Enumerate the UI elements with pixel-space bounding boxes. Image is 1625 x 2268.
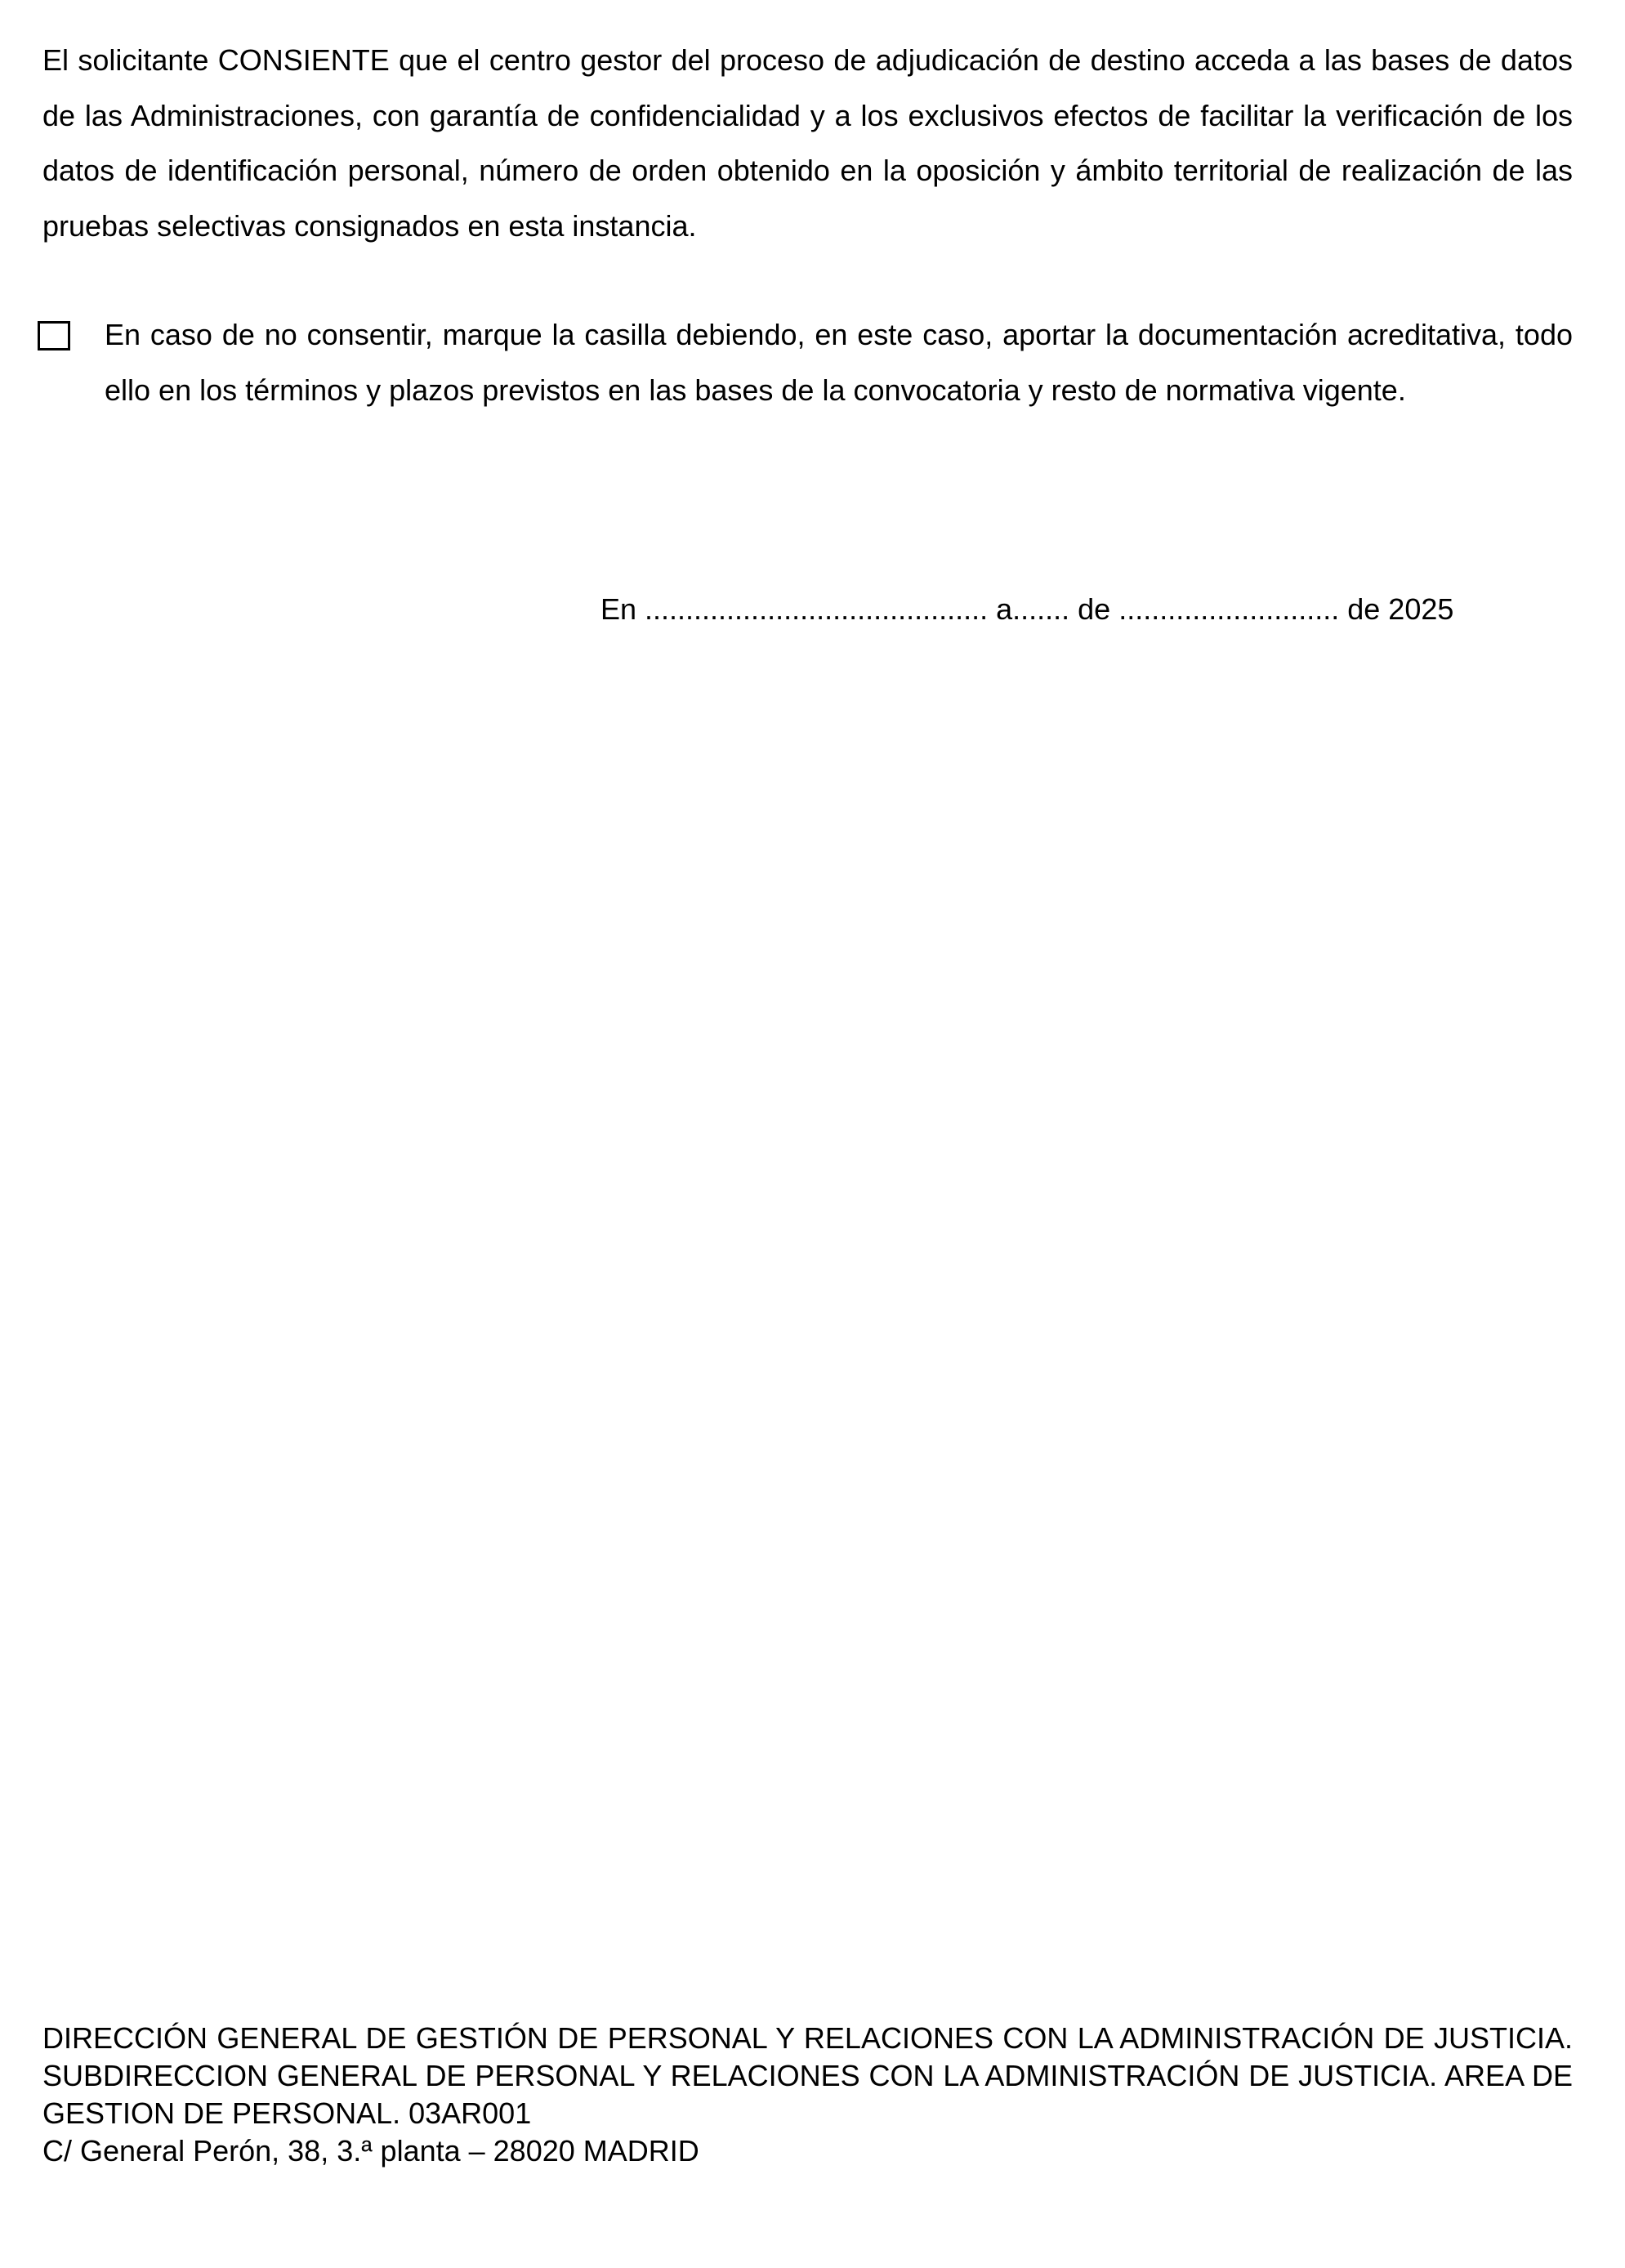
footer-organization: DIRECCIÓN GENERAL DE GESTIÓN DE PERSONAL Y RELACIONES CON LA ADMINISTRACIÓN DE JUSTICIA. SUBDIRECCION GENERAL DE PERSONAL Y RELACIONES CON LA ADMINISTRACIÓN DE JUSTICIA. AREA DE GESTION DE PERSONAL. 03AR001 <box>42 2021 1573 2130</box>
optout-checkbox[interactable] <box>38 321 70 350</box>
optout-text: En caso de no consentir, marque la casilla debiendo, en este caso, aportar la documentación acreditativa, todo ello en los términos y plazos previstos en las bases de la convocatoria y resto de normativa vigente. <box>105 318 1573 407</box>
consent-paragraph: El solicitante CONSIENTE que el centro gestor del proceso de adjudicación de destino acceda a las bases de datos de las Administraciones, con garantía de confidencialidad y a los exclusivos efectos de facilitar la verificación de los datos de identificación personal, número de orden obtenido en la oposición y ámbito territorial de realización de las pruebas selectivas consignados en esta instancia. <box>42 43 1573 243</box>
place-date-line: En .......................................... a....... de ........................... de 2025 <box>600 592 1454 626</box>
footer <box>42 2020 1573 2170</box>
footer-address: C/ General Perón, 38, 3.ª planta – 28020 MADRID <box>42 2134 699 2168</box>
